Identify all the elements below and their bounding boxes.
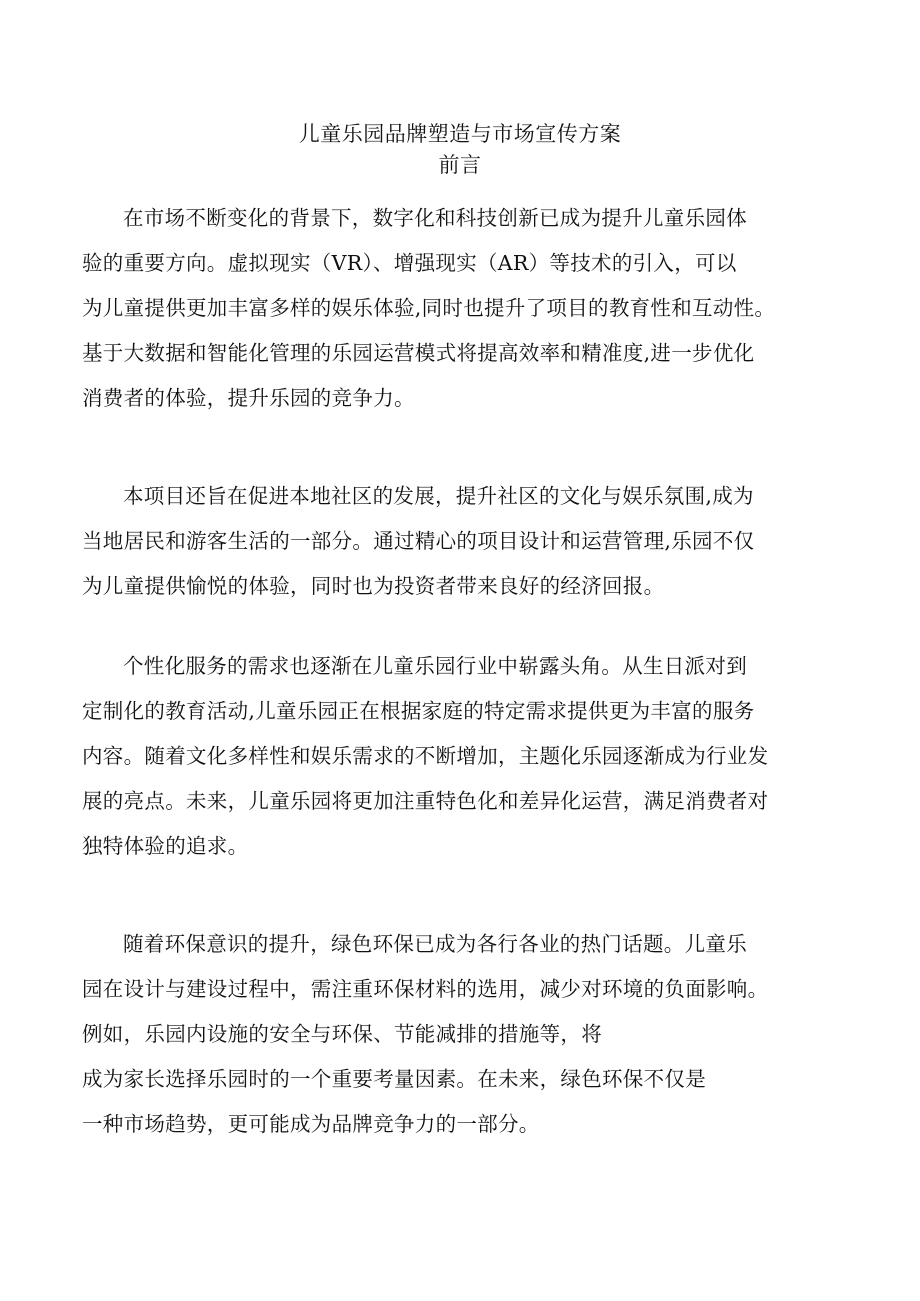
paragraph-line: 为儿童提供更加丰富多样的娱乐体验,同时也提升了项目的教育性和互动性。: [82, 296, 776, 320]
paragraph-line: 一种市场趋势，更可能成为品牌竞争力的一部分。: [82, 1112, 540, 1136]
paragraph-line: 个性化服务的需求也逐渐在儿童乐园行业中崭露头角。从生日派对到: [123, 654, 747, 678]
paragraph-line: 当地居民和游客生活的一部分。通过精心的项目设计和运营管理,乐园不仅: [82, 529, 755, 553]
paragraph-line: 随着环保意识的提升，绿色环保已成为各行各业的热门话题。儿童乐: [123, 932, 747, 956]
paragraph-3: [82, 644, 842, 869]
paragraph-line: 在市场不断变化的背景下，数字化和科技创新已成为提升儿童乐园体: [123, 206, 747, 230]
section-heading: 前言: [438, 153, 482, 177]
paragraph-line: 消费者的体验，提升乐园的竞争力。: [82, 386, 415, 410]
paragraph-line: 成为家长选择乐园时的一个重要考量因素。在未来，绿色环保不仅是: [82, 1067, 706, 1091]
paragraph-line: 基于大数据和智能化管理的乐园运营模式将提高效率和精准度,进一步优化: [82, 341, 755, 365]
paragraph-line: 为儿童提供愉悦的体验，同时也为投资者带来良好的经济回报。: [82, 574, 665, 598]
paragraph-line: 验的重要方向。虚拟现实（VR）、增强现实（AR）等技术的引入，可以: [82, 251, 737, 275]
paragraph-2: [82, 474, 842, 609]
document-title: 儿童乐园品牌塑造与市场宣传方案: [298, 122, 622, 146]
paragraph-4: [82, 922, 842, 1147]
paragraph-line: 定制化的教育活动,儿童乐园正在根据家庭的特定需求提供更为丰富的服务: [82, 699, 755, 723]
paragraph-line: 独特体验的追求。: [82, 834, 249, 858]
paragraph-line: 园在设计与建设过程中，需注重环保材料的选用，减少对环境的负面影响。: [82, 977, 769, 1001]
paragraph-line: 例如，乐园内设施的安全与环保、节能减排的措施等，将: [82, 1022, 602, 1046]
paragraph-1: [82, 196, 842, 421]
paragraph-line: 内容。随着文化多样性和娱乐需求的不断增加，主题化乐园逐渐成为行业发: [82, 744, 769, 768]
paragraph-line: 展的亮点。未来，儿童乐园将更加注重特色化和差异化运营，满足消费者对: [82, 789, 769, 813]
paragraph-line: 本项目还旨在促进本地社区的发展，提升社区的文化与娱乐氛围,成为: [123, 484, 754, 508]
